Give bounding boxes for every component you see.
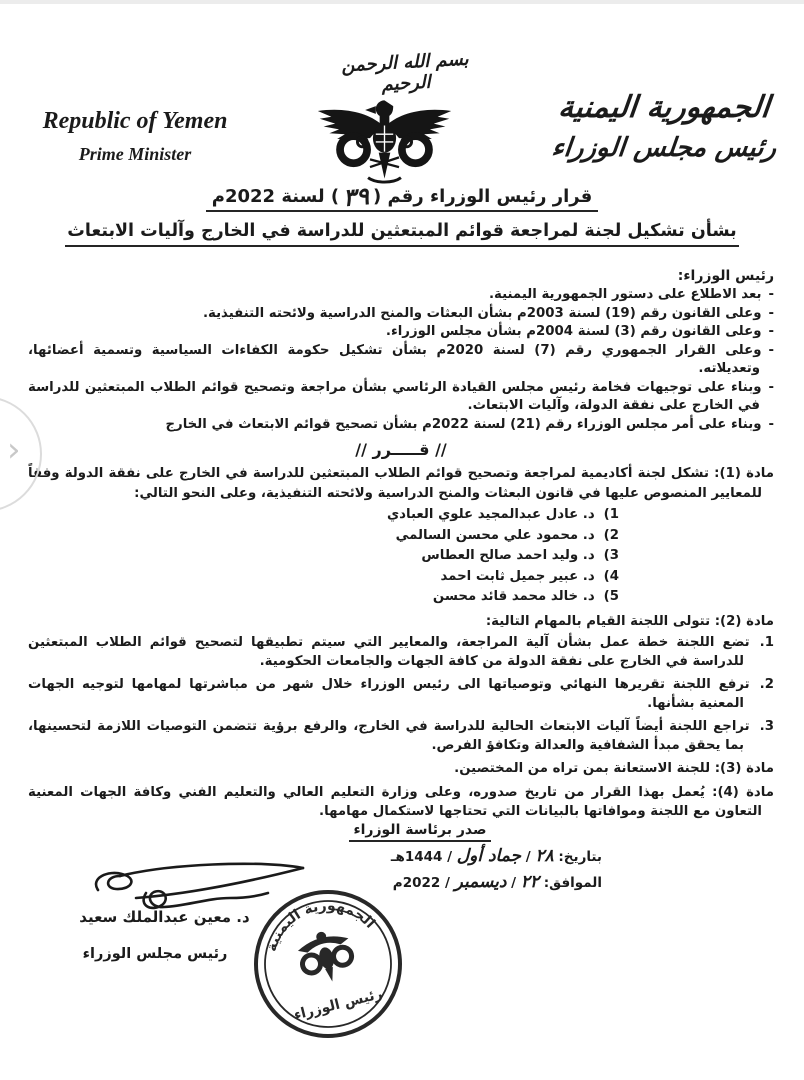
article-2: مادة (2): تتولى اللجنة القيام بالمهام التالية: xyxy=(485,613,774,629)
preamble-item: -وعلى القانون رقم (19) لسنة 2003م بشأن البعثات والمنح الدراسية ولائحته التنفيذية. xyxy=(202,305,774,321)
handwritten-hijri-month: جماد أول xyxy=(456,846,522,866)
issued-by-heading: صدر برئاسة الوزراء xyxy=(300,822,540,842)
committee-member: 3)د. وليد احمد صالح العطاس xyxy=(421,548,619,563)
decree-number-handwritten: ٣٩ xyxy=(342,181,371,213)
committee-member: 4)د. عبير جميل ثابت احمد xyxy=(440,568,619,584)
committee-task: 2.ترفع اللجنة تقريرها النهائي وتوصياتها الى رئيس الوزراء خلال شهر من مباشرتها لمهامها لتوجيه الجهات المعنية بشأنها. xyxy=(28,677,774,711)
committee-member: 1)د. عادل عبدالمجيد علوي العبادي xyxy=(386,507,619,522)
signer-title: رئيس مجلس الوزراء xyxy=(82,946,228,962)
preamble-item: -وبناء على توجيهات فخامة رئيس مجلس القيادة الرئاسي بشأن مراجعة وتصحيح قوائم الطلاب المبتعثين للدراسة في الخارج على نفقة الدولة، وآليات الابتعاث. xyxy=(28,379,774,413)
bismillah-calligraphy: بسم الله الرحمن الرحيم xyxy=(340,48,470,96)
dash-bullet: - xyxy=(768,324,774,339)
article-4-label: مادة (4): xyxy=(712,784,774,800)
dash-bullet: - xyxy=(768,305,774,321)
decree-body xyxy=(28,266,774,822)
decree-subject: بشأن تشكيل لجنة لمراجعة قوائم المبتعثين للدراسة في الخارج وآليات الابتعاث xyxy=(20,221,784,247)
preamble-item: -وعلى القانون رقم (3) لسنة 2004م بشأن مجلس الوزراء. xyxy=(385,324,774,339)
decree-title-pre: قرار رئيس الوزراء رقم ( xyxy=(372,186,593,207)
committee-tasks-list xyxy=(28,633,774,755)
committee-members-list xyxy=(28,505,774,608)
prime-minister-label: Prime Minister xyxy=(78,144,192,164)
preamble-item: -بعد الاطلاع على دستور الجمهورية اليمنية. xyxy=(488,287,774,302)
signer-name: د. معين عبدالملك سعيد xyxy=(79,908,250,926)
pm-arabic-label: رئيس مجلس الوزراء xyxy=(550,133,778,163)
decree-marker: // قـــــرر // xyxy=(355,440,447,459)
committee-member: 5)د. خالد محمد قائد محسن xyxy=(432,589,619,604)
dash-bullet: - xyxy=(768,287,774,302)
dash-bullet: - xyxy=(768,416,774,432)
stamp-bottom-text: رئيس الوزراء xyxy=(292,986,385,1024)
preamble-item: -وعلى القرار الجمهوري رقم (7) لسنة 2020م بشأن تشكيل حكومة الكفاءات السياسية وتسمية أعضائها، وتعديلاته. xyxy=(28,342,774,376)
preamble-item: -وبناء على أمر مجلس الوزراء رقم (21) لسنة 2022م بشأن تصحيح قوائم الابتعاث في الخارج xyxy=(165,416,774,432)
gregorian-date-line: الموافق: ٢٢ / ديسمبر / 2022م xyxy=(392,872,602,892)
handwritten-greg-month: ديسمبر xyxy=(454,872,507,892)
official-round-stamp xyxy=(252,888,404,1040)
committee-task: 1.تضع اللجنة خطة عمل بشأن آلية المراجعة، والمعايير التي سيتم تطبيقها لتصحيح قوائم الطلاب المبتعثين للدراسة في الخارج على نفقة الدولة من كافة الجهات والجامعات الحكومية. xyxy=(28,635,774,669)
decree-title-post: ) لسنة 2022م xyxy=(211,186,340,207)
handwritten-hijri-day: ٢٨ xyxy=(535,846,554,866)
scan-edge xyxy=(0,0,804,4)
stamp-eagle-icon xyxy=(295,926,358,988)
next-arrow-icon[interactable]: › xyxy=(7,430,21,470)
committee-task: 3.تراجع اللجنة أيضاً آليات الابتعاث الحالية للدراسة في الخارج، والرفع برؤية تتضمن التوصيات اللازمة لتحسينها، بما يحقق مبدأ الشفافية والعدالة وتكافؤ الفرص. xyxy=(28,719,774,753)
article-1-label: مادة (1): xyxy=(714,466,774,481)
article-4: مادة (4): يُعمل بهذا القرار من تاريخ صدوره، وعلى وزارة التعليم العالي والتعليم الفني وكافة الجهات المعنية التعاون مع اللجنة وموافاتها بالبيانات التي تحتاجها لاستكمال مهامها. xyxy=(28,784,774,819)
republic-of-yemen-label: Republic of Yemen xyxy=(42,108,228,134)
yemen-eagle-emblem-icon xyxy=(312,94,457,186)
republic-arabic-label: الجمهورية اليمنية xyxy=(556,90,772,125)
article-2-label: مادة (2): xyxy=(714,613,774,629)
article-3-label: مادة (3): xyxy=(714,761,774,776)
decree-title xyxy=(40,181,764,213)
handwritten-greg-day: ٢٢ xyxy=(520,872,540,892)
header-english xyxy=(30,108,240,165)
dash-bullet: - xyxy=(768,379,774,395)
preamble-heading: رئيس الوزراء: xyxy=(677,268,774,284)
header-arabic-calligraphy xyxy=(534,90,794,163)
hijri-date-line: بتاريخ: ٢٨ / جماد أول / 1444هـ xyxy=(390,846,602,866)
article-3: مادة (3): للجنة الاستعانة بمن تراه من المختصين. xyxy=(454,761,774,776)
dash-bullet: - xyxy=(768,342,774,358)
stamp-top-text: الجمهورية اليمنية xyxy=(263,897,378,954)
article-1: مادة (1): تشكل لجنة أكاديمية لمراجعة وتصحيح قوائم الطلاب المبتعثين للدراسة في الخارج على نفقة الدولة وفقاً للمعايير المنصوص عليها في قانون البعثات والمنح الدراسية ولائحته التنفيذية، وعلى النحو التالي: xyxy=(28,466,774,501)
committee-member: 2)د. محمود علي محسن السالمي xyxy=(395,527,619,543)
